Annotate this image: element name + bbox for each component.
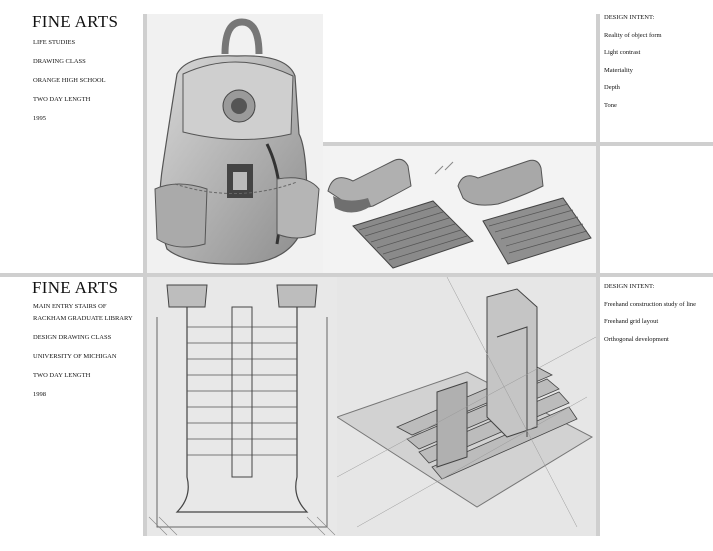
stair-plan-drawing: [147, 277, 337, 536]
detail-line: LIFE STUDIES: [33, 39, 76, 46]
intent-item: Freehand construction study of line: [604, 300, 697, 308]
section1-intent: [604, 9, 662, 114]
detail-line: 1998: [33, 391, 46, 398]
stair-perspective-drawing: [337, 277, 596, 536]
intent-heading: DESIGN INTENT:: [604, 14, 655, 21]
detail-line: 1995: [33, 115, 46, 122]
detail-line: RACKHAM GRADUATE LIBRARY: [33, 315, 133, 322]
section1-details: [33, 33, 106, 128]
detail-line: DESIGN DRAWING CLASS: [33, 334, 112, 341]
intent-item: Materiality: [604, 66, 633, 74]
section2-title: FINE ARTS: [32, 278, 119, 297]
detail-line: ORANGE HIGH SCHOOL: [33, 77, 106, 84]
extrusion-drawing: [323, 146, 596, 273]
section2-intent: [604, 278, 696, 348]
backpack-drawing: [147, 14, 323, 273]
intent-item: Tone: [604, 101, 617, 109]
intent-item: Reality of object form: [604, 31, 662, 39]
intent-item: Depth: [604, 84, 620, 91]
intent-heading: DESIGN INTENT:: [604, 283, 655, 290]
section1-title: FINE ARTS: [32, 12, 119, 31]
intent-item: Freehand grid layout: [604, 318, 659, 325]
detail-line: TWO DAY LENGTH: [33, 96, 91, 103]
intent-item: Orthogonal development: [604, 335, 669, 343]
section2-details: [33, 301, 133, 325]
intent-item: Light contrast: [604, 49, 641, 56]
detail-line: UNIVERSITY OF MICHIGAN: [33, 353, 117, 360]
detail-line: DRAWING CLASS: [33, 58, 86, 65]
section2-details-more: [33, 328, 117, 404]
detail-line: MAIN ENTRY STAIRS OF: [33, 303, 107, 310]
detail-line: TWO DAY LENGTH: [33, 372, 91, 379]
